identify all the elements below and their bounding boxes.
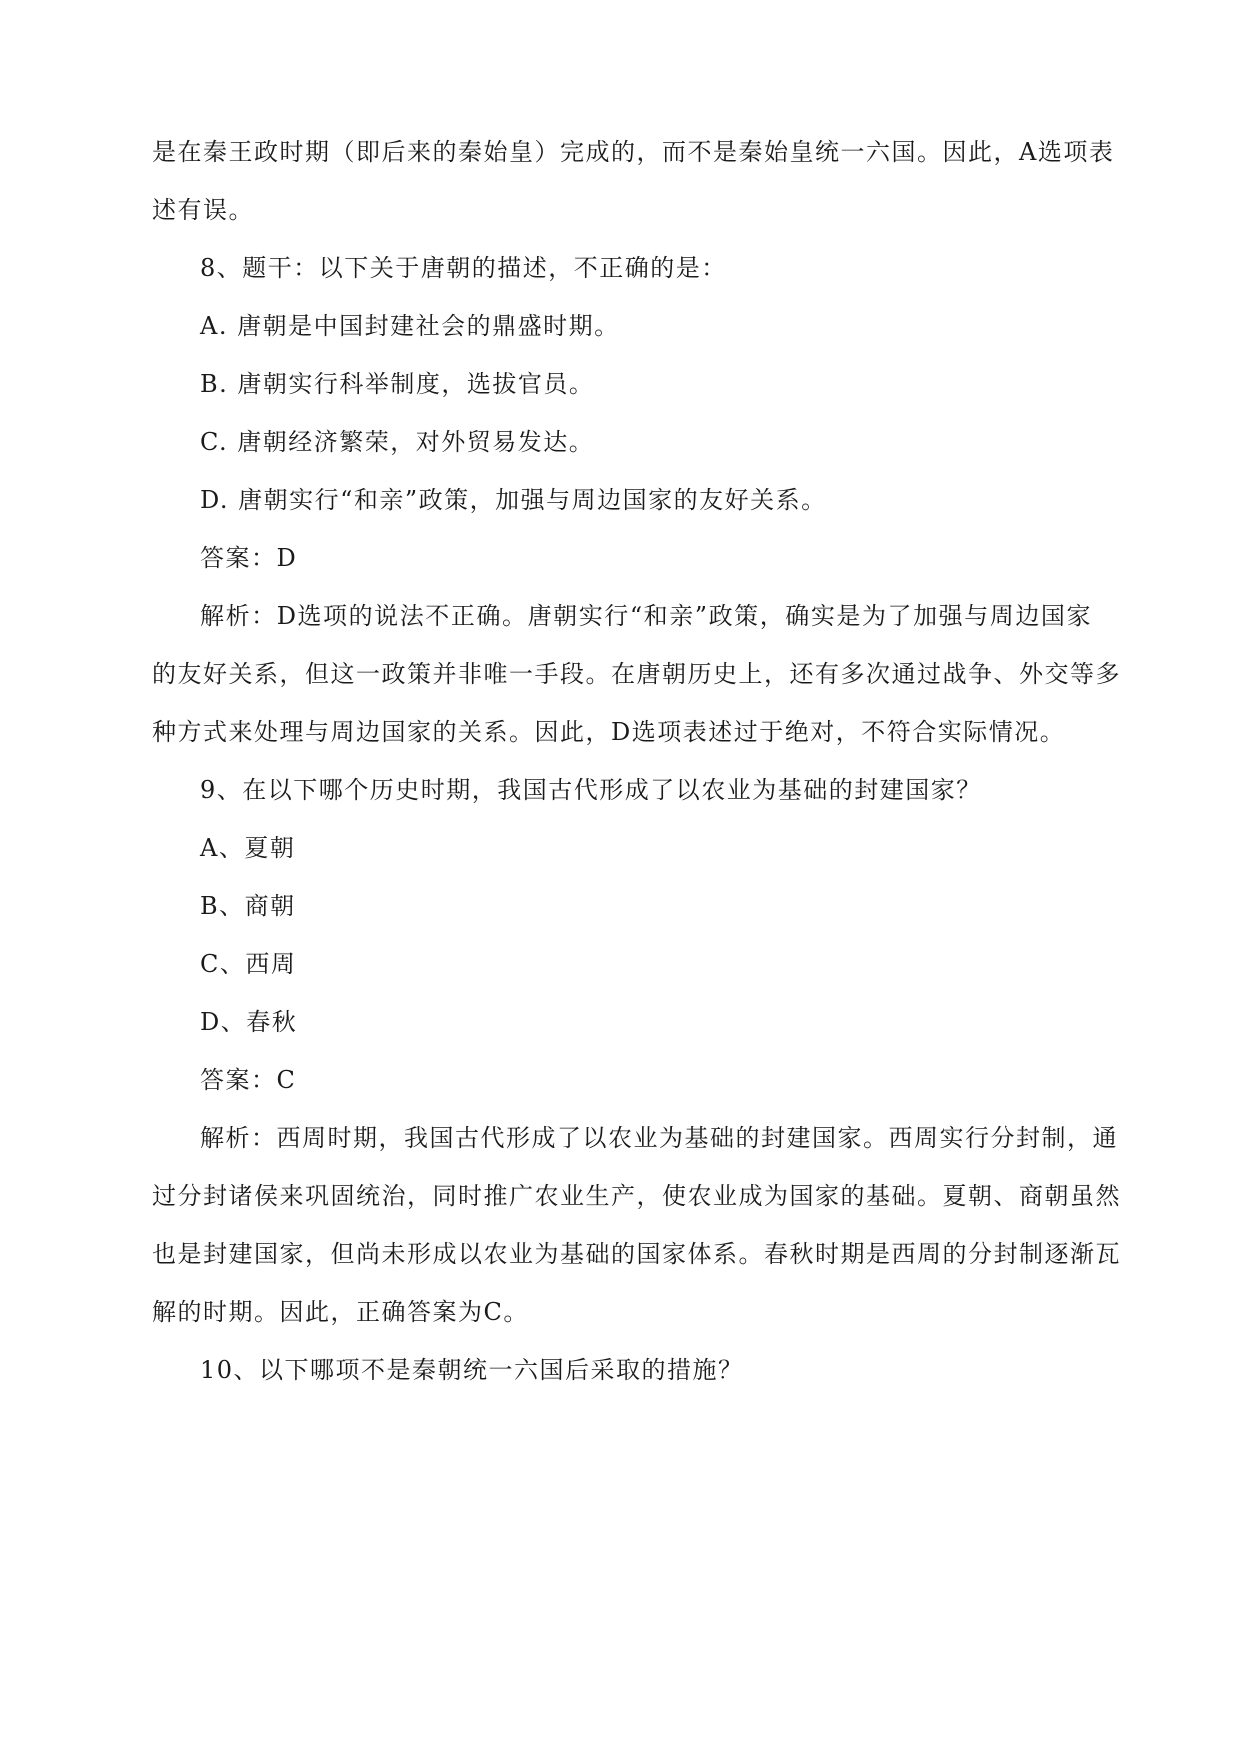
q9-option-a: A、夏朝 xyxy=(200,834,296,862)
q8-explanation-line-3: 种方式来处理与周边国家的关系。因此，D选项表述过于绝对，不符合实际情况。 xyxy=(152,718,1066,746)
q8-option-c: C. 唐朝经济繁荣，对外贸易发达。 xyxy=(200,428,595,456)
q8-option-b: B. 唐朝实行科举制度，选拔官员。 xyxy=(200,370,595,398)
q8-explanation-line-2: 的友好关系，但这一政策并非唯一手段。在唐朝历史上，还有多次通过战争、外交等多 xyxy=(152,660,1121,688)
q9-answer: 答案：C xyxy=(200,1066,297,1094)
q9-option-c: C、西周 xyxy=(200,950,297,978)
q8-option-a: A. 唐朝是中国封建社会的鼎盛时期。 xyxy=(200,312,620,340)
q8-explanation-line-1: 解析：D选项的说法不正确。唐朝实行“和亲”政策，确实是为了加强与周边国家 xyxy=(200,602,1092,630)
q8-option-d: D. 唐朝实行“和亲”政策，加强与周边国家的友好关系。 xyxy=(200,486,827,514)
q9-explanation-line-4: 解的时期。因此，正确答案为C。 xyxy=(152,1298,529,1326)
q7-explanation-line-2: 述有误。 xyxy=(152,196,254,224)
q9-option-b: B、商朝 xyxy=(200,892,296,920)
q9-option-d: D、春秋 xyxy=(200,1008,298,1036)
q9-explanation-line-1: 解析：西周时期，我国古代形成了以农业为基础的封建国家。西周实行分封制，通 xyxy=(200,1124,1118,1152)
q8-stem: 8、题干：以下关于唐朝的描述，不正确的是： xyxy=(200,254,727,282)
q9-stem: 9、在以下哪个历史时期，我国古代形成了以农业为基础的封建国家？ xyxy=(200,776,982,804)
q10-stem: 10、以下哪项不是秦朝统一六国后采取的措施？ xyxy=(200,1356,744,1384)
q7-explanation-line-1: 是在秦王政时期（即后来的秦始皇）完成的，而不是秦始皇统一六国。因此，A选项表 xyxy=(152,138,1115,166)
q9-explanation-line-2: 过分封诸侯来巩固统治，同时推广农业生产，使农业成为国家的基础。夏朝、商朝虽然 xyxy=(152,1182,1121,1210)
q9-explanation-line-3: 也是封建国家，但尚未形成以农业为基础的国家体系。春秋时期是西周的分封制逐渐瓦 xyxy=(152,1240,1121,1268)
q8-answer: 答案：D xyxy=(200,544,298,572)
